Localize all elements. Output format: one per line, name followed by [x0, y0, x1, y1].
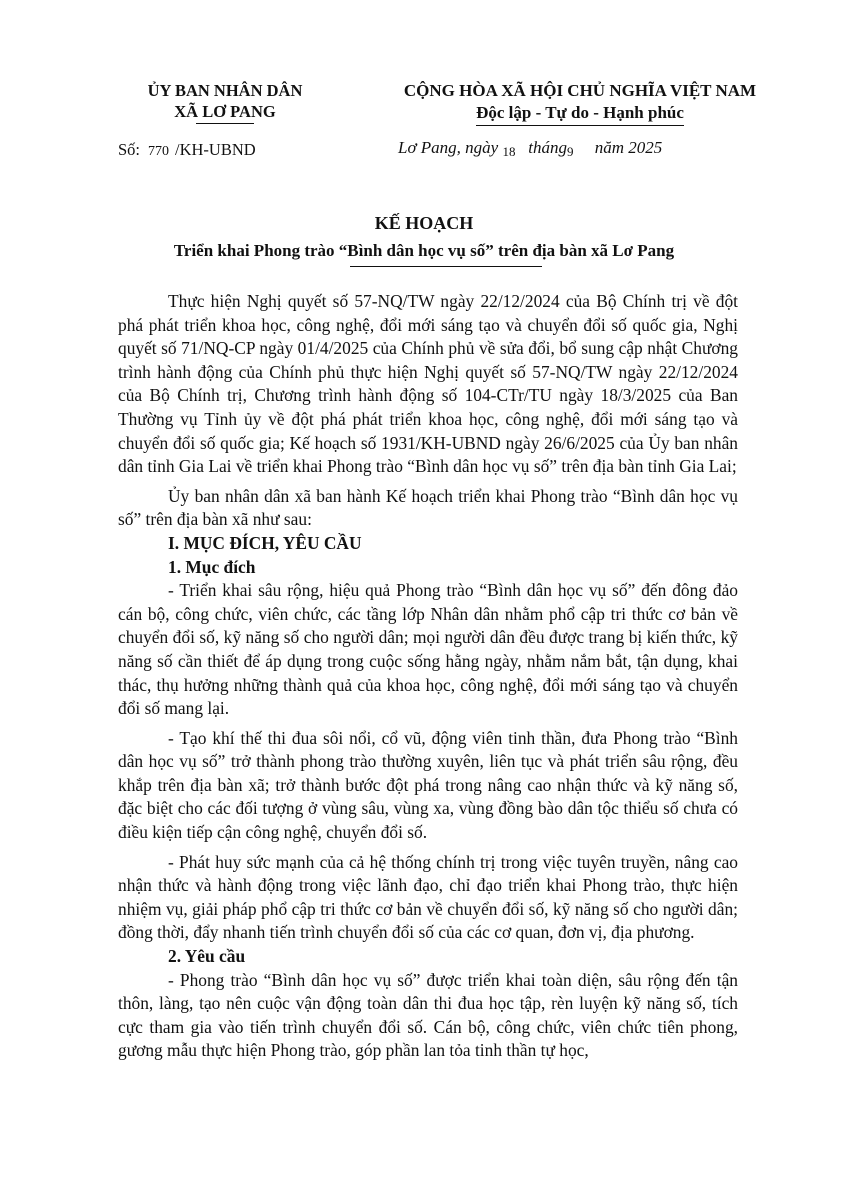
so-number: 770 [148, 144, 170, 159]
purpose-paragraph-3: - Phát huy sức mạnh của cả hệ thống chính trị trong việc tuyên truyền, nâng cao nhận thức và hành động trong việc lãnh đạo, chỉ đạo triển khai Phong trào, thực hiện nhiệm vụ, giải pháp phổ cập tri thức cơ bản về chuyển đổi số, kỹ năng số cho người dân; đồng thời, đẩy nhanh tiến trình chuyển đổi số của các cơ quan, đơn vị, địa phương. [118, 851, 738, 943]
date-place: Lơ Pang, ngày [398, 138, 499, 157]
document-title: KẾ HOẠCH [374, 213, 474, 233]
agency-header [110, 80, 340, 124]
document-body [118, 290, 738, 1063]
agency-line-1: ỦY BAN NHÂN DÂN [147, 81, 303, 100]
date-month: 9 [566, 144, 574, 159]
document-number [118, 140, 256, 160]
so-label: Số: [118, 140, 141, 159]
nation-name: CỘNG HÒA XÃ HỘI CHỦ NGHĨA VIỆT NAM [403, 81, 757, 100]
subtitle-rule [350, 266, 542, 267]
document-subtitle: Triển khai Phong trào “Bình dân học vụ số” trên địa bàn xã Lơ Pang [173, 241, 675, 260]
section-heading-1: I. MỤC ĐÍCH, YÊU CẦU [168, 532, 362, 553]
agency-line-2: XÃ LƠ PANG [174, 102, 276, 121]
purpose-paragraph-2: - Tạo khí thế thi đua sôi nổi, cổ vũ, động viên tinh thần, đưa Phong trào “Bình dân học vụ số” trở thành phong trào thường xuyên, liên tục và phát triển sâu rộng, đều khắp trên địa bàn xã; trở thành bước đột phá trong nâng cao nhận thức và kỹ năng số, đặc biệt cho các đối tượng ở vùng sâu, vùng xa, vùng đồng bào dân tộc thiểu số chưa có điều kiện tiếp cận công nghệ, chuyển đổi số. [118, 727, 738, 843]
subsection-heading-2: 2. Yêu cầu [168, 946, 246, 967]
national-motto: Độc lập - Tự do - Hạnh phúc [476, 102, 684, 126]
so-suffix: /KH-UBND [175, 140, 256, 159]
document-date [398, 138, 662, 160]
intro-paragraph-2: Ủy ban nhân dân xã ban hành Kế hoạch triển khai Phong trào “Bình dân học vụ số” trên địa bàn xã như sau: [118, 485, 738, 530]
nation-header [360, 80, 800, 126]
agency-underline [196, 123, 254, 124]
subsection-heading-1: 1. Mục đích [168, 556, 256, 577]
date-day: 18 [502, 144, 516, 159]
date-year: năm 2025 [594, 138, 663, 157]
purpose-paragraph-1: - Triển khai sâu rộng, hiệu quả Phong trào “Bình dân học vụ số” đến đông đảo cán bộ, công chức, viên chức, các tầng lớp Nhân dân nhằm phổ cập tri thức cơ bản về chuyển đổi số, kỹ năng số cho người dân; mọi người dân đều được trang bị kiến thức, kỹ năng số cần thiết để áp dụng trong cuộc sống hằng ngày, nhằm nắm bắt, tận dụng, khai thác, thụ hưởng những thành quả của khoa học, công nghệ, đổi mới sáng tạo và chuyển đổi số mang lại. [118, 580, 738, 719]
requirement-paragraph-1: - Phong trào “Bình dân học vụ số” được triển khai toàn diện, sâu rộng đến tận thôn, làng, tạo nên cuộc vận động toàn dân thi đua học tập, rèn luyện kỹ năng số, tích cực tham gia vào tiến trình chuyển đổi số. Cán bộ, công chức, viên chức tiên phong, gương mẫu thực hiện Phong trào, góp phần lan tỏa tinh thần tự học, [118, 969, 738, 1061]
date-month-label: tháng [528, 138, 567, 157]
intro-paragraph-1: Thực hiện Nghị quyết số 57-NQ/TW ngày 22/12/2024 của Bộ Chính trị về đột phá phát triển khoa học, công nghệ, đổi mới sáng tạo và chuyển đổi số quốc gia, Nghị quyết số 71/NQ-CP ngày 01/4/2025 của Chính phủ về sửa đổi, bổ sung cập nhật Chương trình hành động của Chính phủ thực hiện Nghị quyết số 57-NQ/TW ngày 22/12/2024 của Bộ Chính trị, Chương trình hành động số 104-CTr/TU ngày 18/3/2025 của Ban Thường vụ Tỉnh ủy về đột phá phát triển khoa học, công nghệ, đổi mới sáng tạo và chuyển đổi số quốc gia; Kế hoạch số 1931/KH-UBND ngày 26/6/2025 của Ủy ban nhân dân tỉnh Gia Lai về triển khai Phong trào “Bình dân học vụ số” trên địa bàn tỉnh Gia Lai; [118, 291, 738, 477]
